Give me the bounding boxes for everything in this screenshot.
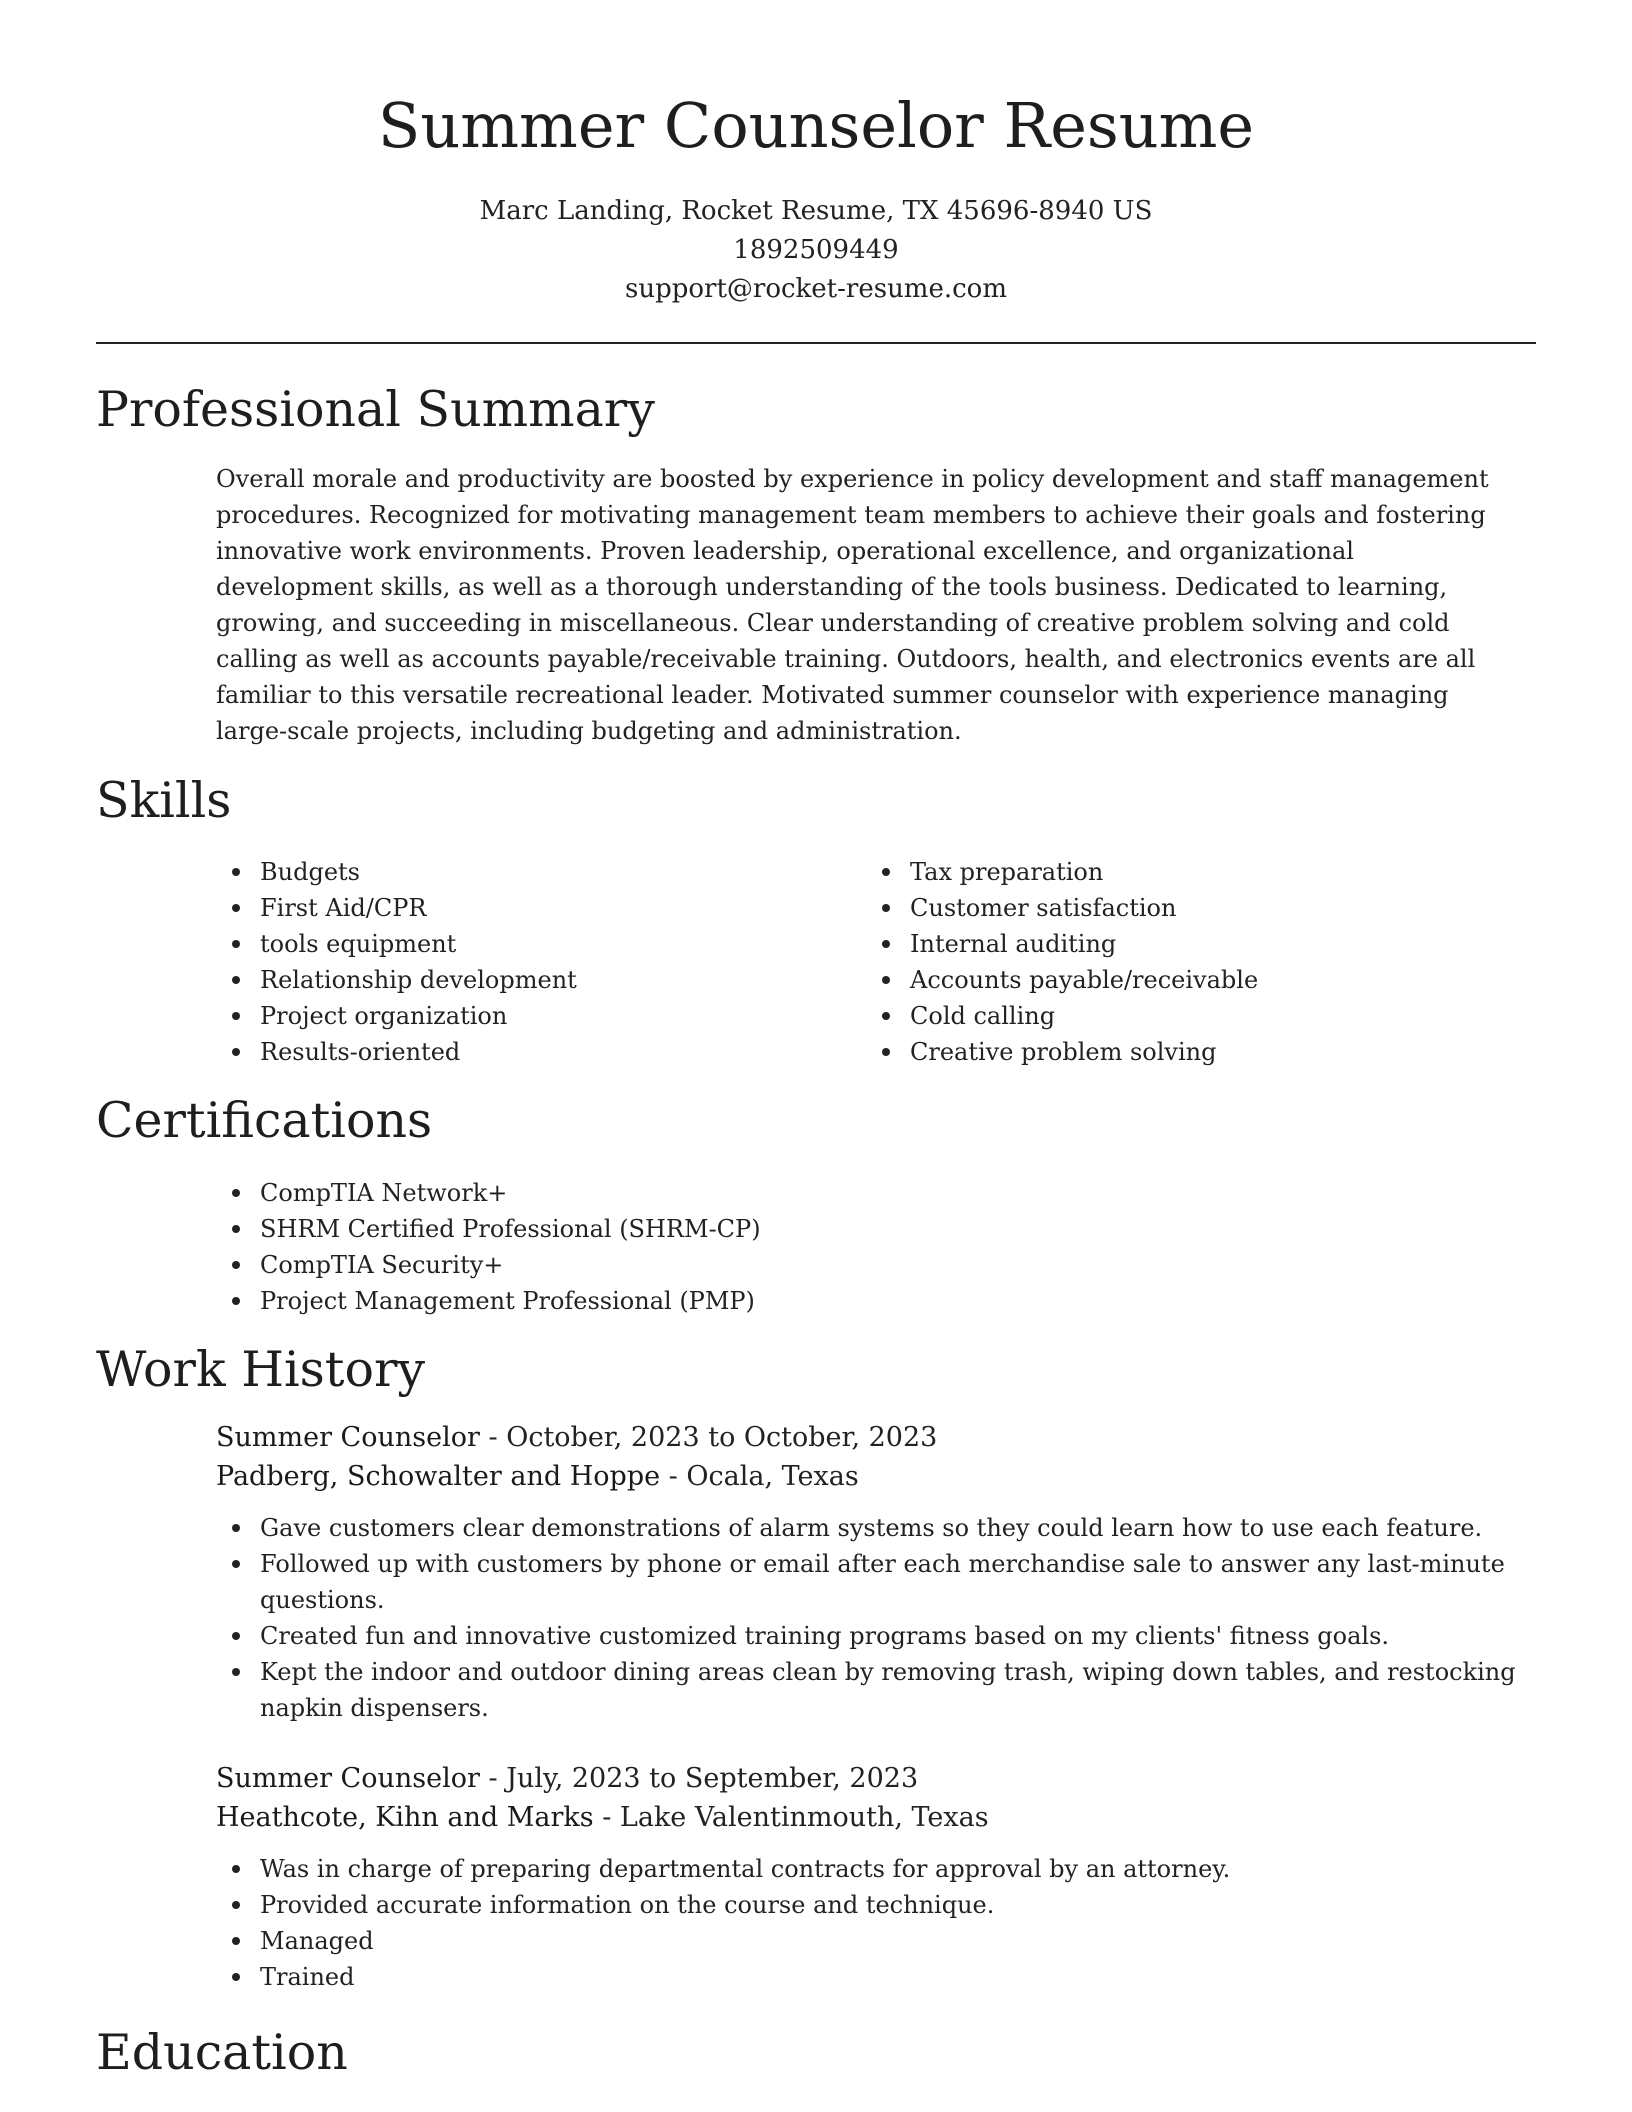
skill-item: Accounts payable/receivable [866,962,1506,998]
skill-item: tools equipment [216,926,856,962]
job-duty-item: Provided accurate information on the course and technique. [216,1887,1516,1923]
separator: - [593,1802,620,1833]
job-title-line [216,1759,1516,1798]
contact-address: Marc Landing, Rocket Resume, TX 45696-8940 US [479,196,1153,226]
skills-list-column-1 [216,854,856,1070]
skill-item: First Aid/CPR [216,890,856,926]
job-duty-item: Trained [216,1959,1516,1995]
job-title: Summer Counselor [216,1422,480,1453]
page-title: Summer Counselor Resume [377,89,1255,162]
job-duties-list [216,1851,1516,1995]
section-heading-education: Education [96,2024,348,2081]
separator: - [660,1461,687,1492]
certification-item: CompTIA Security+ [216,1247,1516,1283]
job-dates: July, 2023 to September, 2023 [506,1763,919,1794]
certifications-list [216,1175,1516,1319]
job-dates: October, 2023 to October, 2023 [506,1422,938,1453]
skills-list-column-2 [866,854,1506,1070]
job-title-line [216,1418,1516,1457]
job-employer-line [216,1798,1516,1837]
separator: - [479,1763,507,1794]
separator: - [479,1422,507,1453]
skill-item: Creative problem solving [866,1034,1506,1070]
section-heading-summary: Professional Summary [96,381,655,438]
skill-item: Cold calling [866,998,1506,1034]
job-location: Ocala, Texas [686,1461,859,1492]
job-entry [216,1418,1516,1726]
skill-item: Internal auditing [866,926,1506,962]
skill-item: Results-oriented [216,1034,856,1070]
job-duties-list [216,1510,1516,1726]
job-location: Lake Valentinmouth, Texas [619,1802,989,1833]
header-divider [96,342,1536,344]
job-duty-item: Created fun and innovative customized training programs based on my clients' fitness goals. [216,1618,1516,1654]
resume-header [96,84,1536,309]
section-heading-work-history: Work History [96,1341,426,1398]
skill-item: Project organization [216,998,856,1034]
section-heading-skills: Skills [96,772,232,829]
skill-item: Budgets [216,854,856,890]
contact-email: support@rocket-resume.com [624,274,1007,304]
job-entry [216,1759,1516,1995]
skill-item: Relationship development [216,962,856,998]
skill-item: Tax preparation [866,854,1506,890]
summary-text: Overall morale and productivity are boosted by experience in policy development and staff management procedures. Recognized for motivating management team members to achieve their goals and fostering innovative work environments. Proven leadership, operational excellence, and organizational development skills, as well as a thorough understanding of the tools business. Dedicated to learning, growing, and succeeding in miscellaneous. Clear understanding of creative problem solving and cold calling as well as accounts payable/receivable training. Outdoors, health, and electronics events are all familiar to this versatile recreational leader. Motivated summer counselor with experience managing large-scale projects, including budgeting and administration. [216,465,1489,745]
certification-item: CompTIA Network+ [216,1175,1516,1211]
contact-info [96,192,1536,309]
job-duty-item: Followed up with customers by phone or email after each merchandise sale to answer any last-minute questions. [216,1546,1516,1618]
section-heading-certifications: Certifications [96,1092,433,1149]
job-employer-line [216,1457,1516,1496]
job-duty-item: Gave customers clear demonstrations of alarm systems so they could learn how to use each feature. [216,1510,1516,1546]
job-duty-item: Managed [216,1923,1516,1959]
job-employer: Heathcote, Kihn and Marks [216,1802,594,1833]
certification-item: SHRM Certified Professional (SHRM-CP) [216,1211,1516,1247]
contact-phone: 1892509449 [733,235,899,265]
job-employer: Padberg, Schowalter and Hoppe [216,1461,661,1492]
skill-item: Customer satisfaction [866,890,1506,926]
job-duty-item: Was in charge of preparing departmental contracts for approval by an attorney. [216,1851,1516,1887]
job-duty-item: Kept the indoor and outdoor dining areas clean by removing trash, wiping down tables, and restocking napkin dispensers. [216,1654,1516,1726]
job-title: Summer Counselor [216,1763,480,1794]
certification-item: Project Management Professional (PMP) [216,1283,1516,1319]
